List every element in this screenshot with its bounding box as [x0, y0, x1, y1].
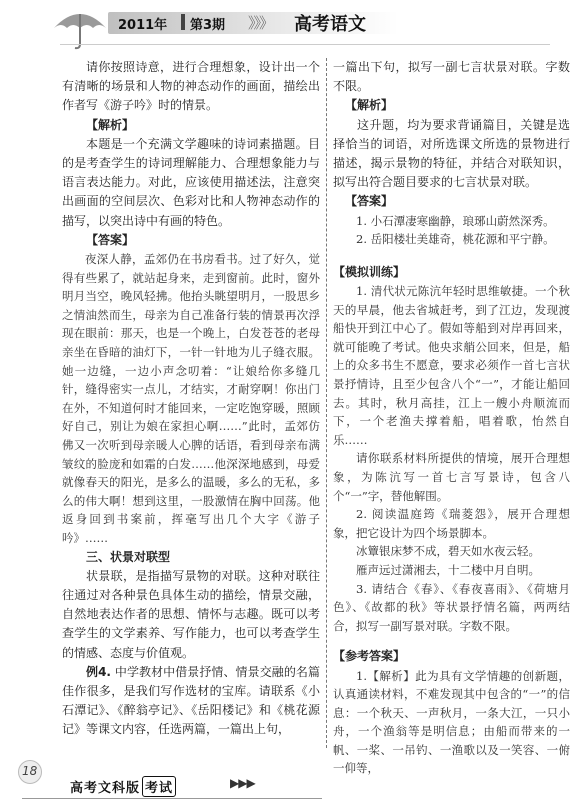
section-text: 状景联，是指描写景物的对联。这种对联往往通过对各种景色具体生动的描绘，情景交融，自然地表达作者的思想、情怀与志趣。既可以考查学生的文学素养、写作能力，也可以考查学生的情感、态度与价值观。 — [62, 568, 320, 660]
page-number: 18 — [22, 764, 38, 778]
example-text: 中学教材中借景抒情、情景交融的名篇佳作很多，是我们写作选材的宝库。请联系《小石潭记》、《醉翁亭记》、《岳阳楼记》和《桃花源记》等课文内容，任选两篇，一篇出上句， — [62, 664, 320, 737]
analysis-text-right: 这升题，均为要求背诵篇目，关键是选择恰当的词语，对所选课文所选的景物进行描述，揭示景物的特征，并结合对联知识，拟写出符合题目要求的七言状景对联。 — [333, 117, 570, 190]
header-arrows: 》》》 — [248, 14, 273, 32]
footer-title-boxed: 考试 — [142, 776, 176, 797]
example-label: 例4. — [86, 664, 111, 679]
example-question — [62, 663, 320, 740]
reference-answer-text: 1.【解析】此为具有文学情趣的创新题，认真通读材料，不难发现其中包含的“一”的信息：一个秋天、一声秋月，一条大江，一只小舟，一个渔翁等是明信息；由船而带来的一帆、一桨、一吊钓、一渔歌以及一笑容、一俯一仰等， — [333, 668, 570, 776]
practice-question-2: 2. 阅读温庭筠《瑞菱怨》，展开合理想象，把它设计为四个场景脚本。 — [333, 507, 570, 540]
analysis-label-right: 【解析】 — [345, 98, 394, 113]
answer-text: 夜深人静，孟郊仍在书房看书。过了好久，觉得有些累了，就站起身来，走到窗前。此时，窗外明月当空，晚风轻拂。他抬头眺望明月，一股思乡之情油然而生，母亲为自己准备行装的情景再次浮现在眼前：那天，也是一个晚上，白发苍苍的老母亲坐在昏暗的油灯下，一针一针地为儿子缝衣服。她一边缝，一边小声念叨着：“让娘给你多缝几针，缝得密实一点儿，才结实，才耐穿啊！你出门在外，不知道何时才能回来，一定吃饱穿暖，照顾好自己，别让为娘在家担心啊……”此时，孟郊仿佛又一次听到母亲暖人心脾的话语，看到母亲布满皱纹的脸庞和如霜的白发……他深深地感到，母爱就像春天的阳光，是多么的温暖，多么的无私，多么的伟大啊！想到这里，一股激情在胸中回荡。他返身回到书案前，挥毫写出几个大字《游子吟》…… — [62, 252, 320, 545]
page-footer — [0, 758, 579, 800]
practice-question-3: 3. 请结合《春》、《春夜喜雨》、《荷塘月色》、《故都的秋》等状景抒情名篇，两两结合，拟写一副写景对联。字数不限。 — [333, 581, 570, 633]
answer-label-right: 【答案】 — [345, 194, 394, 209]
header-title: 高考语文 — [294, 14, 366, 35]
header-rule — [60, 44, 550, 45]
analysis-text: 本题是一个充满文学趣味的诗词素描题。目的是考查学生的诗词理解能力、合理想象能力与语言表达能力。对此，应该使用描述法，注意突出画面的空间层次、色彩对比和人物神态动作的描写，以突出诗中有画的特色。 — [62, 136, 320, 228]
footer-title — [70, 776, 176, 797]
analysis-label: 【解析】 — [86, 117, 135, 132]
practice-question-1b: 请你联系材料所提供的情境，展开合理想象，为陈沆写一首七言写景诗，包含八个“一”字，替他解围。 — [333, 451, 570, 503]
footer-title-main: 高考文科版 — [70, 781, 141, 796]
header-issue: 第3期 — [190, 18, 226, 33]
right-column — [333, 58, 570, 778]
example-continued: 一篇出下句，拟写一副七言状景对联。字数不限。 — [333, 60, 570, 94]
practice-question-1: 1. 清代状元陈沆年轻时思维敏捷。一个秋天的早晨，他去省城赶考，到了江边，发现渡船快开到江中心了。假如等船到对岸再回来，就可能晚了考试。他央求艄公回来，但是，船上的众多书生不愿意，要求必须作一首七言状景抒情诗，且至少包含八个“一”，才能让船回去。其时，秋月高挂，江上一艘小舟顺流而下，一个老渔夫撑着船，唱着歌，怡然自乐…… — [333, 284, 570, 447]
column-divider — [326, 58, 327, 748]
practice-label: 【模拟训练】 — [333, 264, 406, 279]
question-intro: 请你按照诗意，进行合理想象，设计出一个有清晰的场景和人物的神态动作的画面，描绘出作者写《游子吟》时的情景。 — [62, 60, 320, 113]
answer-line-2: 2. 岳阳楼壮美雄奇，桃花源和平宁静。 — [356, 232, 555, 247]
answer-label: 【答案】 — [86, 232, 135, 247]
reference-answer-label: 【参考答案】 — [333, 649, 406, 664]
answer-line-1: 1. 小石潭凄寒幽静，琅琊山蔚然深秀。 — [356, 213, 555, 228]
header-year: 2011年 — [118, 18, 168, 33]
section-heading: 三、状景对联型 — [86, 549, 171, 564]
page-header — [0, 0, 579, 52]
poem-line-1: 冰簟银床梦不成，碧天如水夜云轻。 — [356, 544, 540, 559]
left-column — [62, 58, 320, 740]
footer-rule — [22, 798, 322, 799]
footer-arrows: ▶▶▶ — [230, 776, 255, 790]
header-separator — [181, 14, 185, 30]
poem-line-2: 雁声远过潇湘去，十二楼中月自明。 — [356, 562, 540, 577]
